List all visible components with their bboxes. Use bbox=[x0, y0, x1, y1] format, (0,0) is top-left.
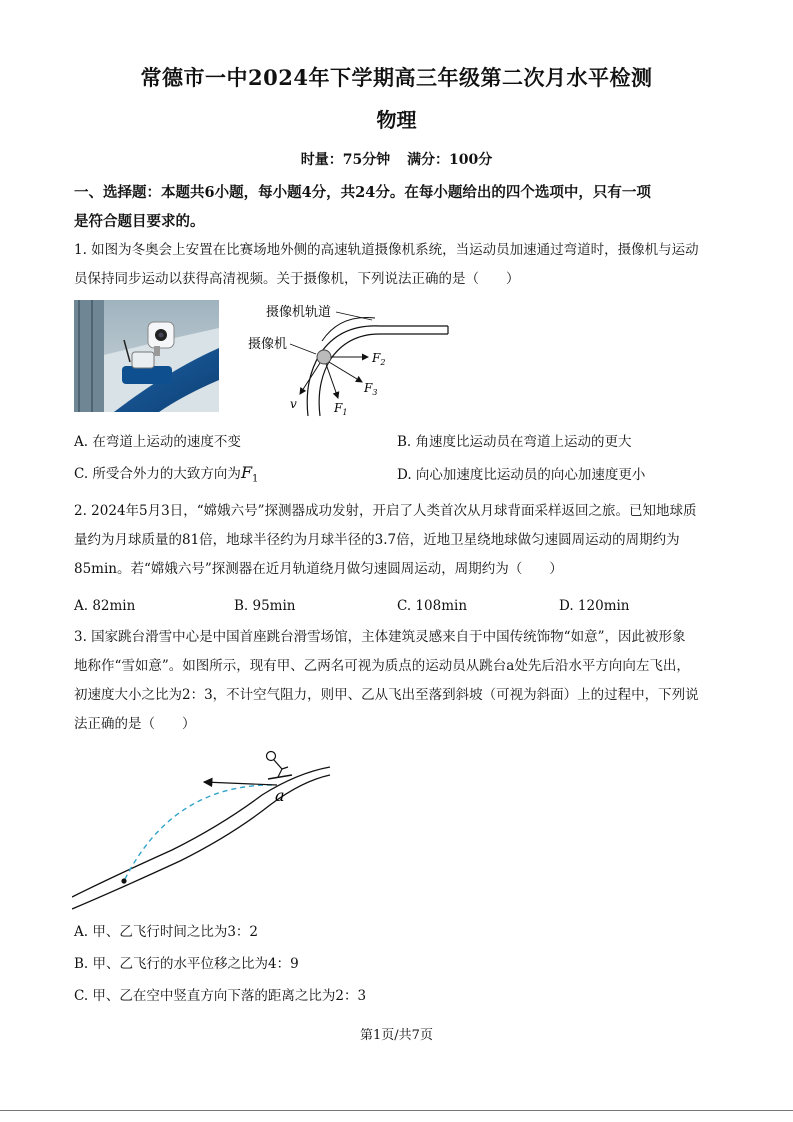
question-2-option-b: B. 95min bbox=[234, 598, 296, 614]
question-1-option-c bbox=[74, 462, 258, 485]
question-3-option-c: C. 甲、乙在空中竖直方向下落的距离之比为2：3 bbox=[74, 988, 367, 1004]
bottom-border bbox=[0, 1110, 793, 1111]
velocity-arrow bbox=[300, 363, 320, 394]
exam-time: 时量：75分钟 bbox=[300, 152, 391, 168]
question-2-option-d: D. 120min bbox=[559, 598, 630, 614]
question-1-option-c-symbol: F bbox=[240, 463, 253, 482]
question-2-option-c: C. 108min bbox=[397, 598, 468, 614]
question-3-option-a: A. 甲、乙飞行时间之比为3：2 bbox=[74, 924, 259, 940]
force-f1-arrow bbox=[326, 364, 338, 398]
section-heading-line1: 一、选择题：本题共6小题，每小题4分，共24分。在每小题给出的四个选项中，只有一项 bbox=[74, 184, 651, 201]
track-label: 摄像机轨道 bbox=[266, 305, 332, 320]
jump-point-label: a bbox=[275, 786, 285, 805]
landing-point bbox=[121, 878, 126, 883]
exam-subject: 物理 bbox=[376, 108, 417, 132]
exam-meta bbox=[0, 149, 793, 169]
question-3-line2: 地称作“雪如意”。如图所示，现有甲、乙两名可视为质点的运动员从跳台a处先后沿水平方向向左飞出， bbox=[74, 658, 690, 674]
question-1-option-d: D. 向心加速度比运动员的向心加速度更小 bbox=[397, 467, 646, 483]
camera-photo bbox=[74, 300, 219, 412]
ski-jump-diagram bbox=[72, 745, 337, 915]
question-1-line1: 1. 如图为冬奥会上安置在比赛场地外侧的高速轨道摄像机系统，当运动员加速通过弯道时，摄像机与运动 bbox=[74, 242, 699, 258]
page-footer: 第1页/共7页 bbox=[360, 1028, 433, 1043]
camera-photo-illustration bbox=[74, 300, 219, 412]
question-3-stem bbox=[74, 623, 726, 739]
question-1-stem bbox=[74, 236, 726, 294]
exam-score: 满分：100分 bbox=[407, 152, 493, 168]
question-1-option-c-text: C. 所受合外力的大致方向为 bbox=[74, 466, 241, 482]
camera-label: 摄像机 bbox=[248, 337, 288, 352]
trajectory-dashed bbox=[124, 785, 272, 881]
question-2-line2: 量约为月球质量的81倍，地球半径约为月球半径的3.7倍，近地卫星绕地球做匀速圆周运动的周期约为 bbox=[74, 532, 680, 548]
slope-lower-line bbox=[72, 775, 330, 909]
question-1-option-c-subscript: 1 bbox=[252, 473, 259, 485]
question-2-line1: 2. 2024年5月3日，“嫦娥六号”探测器成功发射，开启了人类首次从月球背面采样返回之旅。已知地球质 bbox=[74, 503, 697, 519]
question-3-line1: 3. 国家跳台滑雪中心是中国首座跳台滑雪场馆，主体建筑灵感来自于中国传统饰物“如意”，因此被形象 bbox=[74, 629, 686, 645]
section-heading bbox=[74, 178, 724, 236]
camera-force-diagram bbox=[240, 296, 470, 421]
exam-title: 常德市一中2024年下学期高三年级第二次月水平检测 bbox=[140, 65, 653, 90]
force-f2-label: $F_2$ bbox=[372, 351, 386, 367]
question-2-option-a: A. 82min bbox=[74, 598, 136, 614]
question-1-line2: 员保持同步运动以获得高清视频。关于摄像机，下列说法正确的是（ ） bbox=[74, 271, 520, 287]
force-f3-arrow bbox=[329, 362, 362, 382]
force-f1-label: $F_1$ bbox=[334, 401, 348, 417]
camera-ball bbox=[317, 350, 331, 364]
section-heading-line2: 是符合题目要求的。 bbox=[74, 213, 205, 230]
question-2-stem bbox=[74, 497, 726, 584]
question-3-line4: 法正确的是（ ） bbox=[74, 716, 196, 732]
question-2-line3: 85min。若“嫦娥六号”探测器在近月轨道绕月做匀速圆周运动，周期约为（ ） bbox=[74, 561, 563, 577]
force-f3-label: $F_3$ bbox=[364, 381, 378, 397]
launch-velocity-arrow bbox=[204, 782, 277, 785]
question-3-option-b: B. 甲、乙飞行的水平位移之比为4：9 bbox=[74, 956, 299, 972]
question-3-line3: 初速度大小之比为2：3，不计空气阻力，则甲、乙从飞出至落到斜坡（可视为斜面）上的过程中，下列说 bbox=[74, 687, 699, 703]
velocity-label: v bbox=[290, 397, 297, 411]
skier-head bbox=[267, 752, 276, 761]
question-1-option-a: A. 在弯道上运动的速度不变 bbox=[74, 434, 241, 450]
question-1-option-b: B. 角速度比运动员在弯道上运动的更大 bbox=[397, 434, 632, 450]
slope-upper-line bbox=[72, 767, 330, 897]
